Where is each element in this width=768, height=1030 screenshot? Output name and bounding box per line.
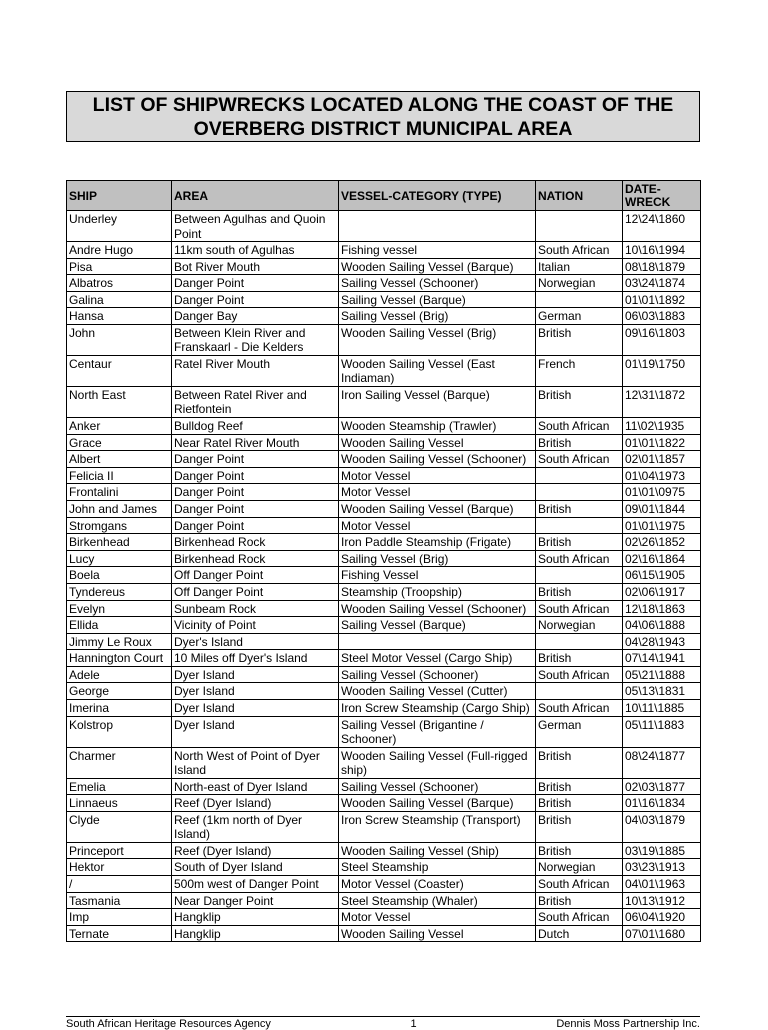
ship-cell: Frontalini (67, 484, 172, 501)
table-row (67, 683, 701, 700)
table-row (67, 583, 701, 600)
vessel-category-cell: Wooden Sailing Vessel (Ship) (339, 842, 536, 859)
nation-cell: British (536, 892, 623, 909)
vessel-category-cell: Sailing Vessel (Brigantine / Schooner) (339, 716, 536, 747)
vessel-category-cell: Sailing Vessel (Schooner) (339, 275, 536, 292)
date-wreck-cell: 09\01\1844 (623, 500, 701, 517)
ship-cell: Albert (67, 451, 172, 468)
vessel-category-cell: Sailing Vessel (Barque) (339, 291, 536, 308)
ship-cell: Galina (67, 291, 172, 308)
nation-cell: South African (536, 876, 623, 893)
nation-cell: South African (536, 666, 623, 683)
ship-cell: Hannington Court (67, 650, 172, 667)
date-wreck-cell: 01\19\1750 (623, 355, 701, 386)
area-cell: Hangklip (172, 925, 339, 942)
table-row (67, 275, 701, 292)
date-wreck-cell: 02\16\1864 (623, 550, 701, 567)
ship-cell: Imp (67, 909, 172, 926)
nation-cell: British (536, 500, 623, 517)
date-wreck-cell: 01\01\1822 (623, 434, 701, 451)
vessel-category-cell: Motor Vessel (339, 484, 536, 501)
vessel-category-cell: Wooden Sailing Vessel (Barque) (339, 258, 536, 275)
date-wreck-cell: 10\13\1912 (623, 892, 701, 909)
table-row (67, 795, 701, 812)
table-row (67, 617, 701, 634)
area-cell: Between Klein River and Franskaarl - Die Kelders (172, 324, 339, 355)
table-row (67, 747, 701, 778)
table-row (67, 842, 701, 859)
nation-cell: British (536, 434, 623, 451)
ship-cell: Adele (67, 666, 172, 683)
vessel-category-cell: Wooden Sailing Vessel (Schooner) (339, 451, 536, 468)
area-cell: Danger Bay (172, 308, 339, 325)
header-vessel-category: VESSEL-CATEGORY (TYPE) (339, 181, 536, 211)
table-row (67, 778, 701, 795)
area-cell: Reef (1km north of Dyer Island) (172, 811, 339, 842)
vessel-category-cell: Motor Vessel (Coaster) (339, 876, 536, 893)
vessel-category-cell: Iron Sailing Vessel (Barque) (339, 386, 536, 417)
nation-cell: British (536, 842, 623, 859)
ship-cell: Stromgans (67, 517, 172, 534)
area-cell: Reef (Dyer Island) (172, 795, 339, 812)
table-row (67, 258, 701, 275)
area-cell: Dyer Island (172, 700, 339, 717)
vessel-category-cell: Fishing vessel (339, 242, 536, 259)
nation-cell: Norwegian (536, 275, 623, 292)
nation-cell: British (536, 795, 623, 812)
ship-cell: Jimmy Le Roux (67, 633, 172, 650)
date-wreck-cell: 01\04\1973 (623, 467, 701, 484)
ship-cell: Emelia (67, 778, 172, 795)
nation-cell: South African (536, 600, 623, 617)
date-wreck-cell: 05\13\1831 (623, 683, 701, 700)
table-row (67, 811, 701, 842)
nation-cell (536, 633, 623, 650)
ship-cell: Imerina (67, 700, 172, 717)
ship-cell: Tyndereus (67, 583, 172, 600)
ship-cell: Linnaeus (67, 795, 172, 812)
ship-cell: Pisa (67, 258, 172, 275)
date-wreck-cell: 12\24\1860 (623, 211, 701, 242)
table-header-row (67, 181, 701, 211)
area-cell: 10 Miles off Dyer's Island (172, 650, 339, 667)
table-row (67, 308, 701, 325)
area-cell: Danger Point (172, 500, 339, 517)
date-wreck-cell: 03\19\1885 (623, 842, 701, 859)
nation-cell: Norwegian (536, 859, 623, 876)
date-wreck-cell: 01\01\1975 (623, 517, 701, 534)
vessel-category-cell: Wooden Sailing Vessel (339, 925, 536, 942)
area-cell: Off Danger Point (172, 567, 339, 584)
vessel-category-cell: Motor Vessel (339, 909, 536, 926)
vessel-category-cell: Wooden Sailing Vessel (Barque) (339, 500, 536, 517)
vessel-category-cell: Steel Steamship (Whaler) (339, 892, 536, 909)
ship-cell: Felicia II (67, 467, 172, 484)
ship-cell: Tasmania (67, 892, 172, 909)
nation-cell (536, 467, 623, 484)
footer-page-number: 1 (410, 1018, 417, 1030)
ship-cell: Grace (67, 434, 172, 451)
date-wreck-cell: 09\16\1803 (623, 324, 701, 355)
area-cell: North West of Point of Dyer Island (172, 747, 339, 778)
table-row (67, 534, 701, 551)
table-row (67, 451, 701, 468)
area-cell: North-east of Dyer Island (172, 778, 339, 795)
vessel-category-cell: Motor Vessel (339, 517, 536, 534)
date-wreck-cell: 01\01\1892 (623, 291, 701, 308)
ship-cell: / (67, 876, 172, 893)
nation-cell (536, 211, 623, 242)
ship-cell: Charmer (67, 747, 172, 778)
title-line-1: LIST OF SHIPWRECKS LOCATED ALONG THE COAST OF THE (92, 93, 674, 116)
ship-cell: Centaur (67, 355, 172, 386)
area-cell: Danger Point (172, 517, 339, 534)
ship-cell: John (67, 324, 172, 355)
vessel-category-cell: Sailing Vessel (Brig) (339, 550, 536, 567)
vessel-category-cell: Wooden Sailing Vessel (Barque) (339, 795, 536, 812)
nation-cell: South African (536, 700, 623, 717)
nation-cell: Italian (536, 258, 623, 275)
table-row (67, 291, 701, 308)
footer-author: Dennis Moss Partnership Inc. (556, 1018, 700, 1030)
date-wreck-cell: 05\11\1883 (623, 716, 701, 747)
table-row (67, 355, 701, 386)
date-wreck-cell: 02\03\1877 (623, 778, 701, 795)
header-nation: NATION (536, 181, 623, 211)
vessel-category-cell: Sailing Vessel (Barque) (339, 617, 536, 634)
header-area: AREA (172, 181, 339, 211)
page-footer (66, 1016, 700, 1030)
nation-cell: British (536, 583, 623, 600)
nation-cell: South African (536, 242, 623, 259)
area-cell: South of Dyer Island (172, 859, 339, 876)
ship-cell: Hektor (67, 859, 172, 876)
area-cell: Birkenhead Rock (172, 550, 339, 567)
vessel-category-cell: Wooden Sailing Vessel (East Indiaman) (339, 355, 536, 386)
table-row (67, 859, 701, 876)
vessel-category-cell: Wooden Sailing Vessel (Cutter) (339, 683, 536, 700)
date-wreck-cell: 03\23\1913 (623, 859, 701, 876)
area-cell: Ratel River Mouth (172, 355, 339, 386)
ship-cell: Princeport (67, 842, 172, 859)
date-wreck-cell: 01\16\1834 (623, 795, 701, 812)
area-cell: Dyer Island (172, 716, 339, 747)
date-wreck-cell: 06\15\1905 (623, 567, 701, 584)
ship-cell: Evelyn (67, 600, 172, 617)
header-date-wreck: DATE-WRECK (623, 181, 701, 211)
vessel-category-cell: Wooden Steamship (Trawler) (339, 417, 536, 434)
table-row (67, 500, 701, 517)
area-cell: 500m west of Danger Point (172, 876, 339, 893)
area-cell: Between Ratel River and Rietfontein (172, 386, 339, 417)
ship-cell: Ternate (67, 925, 172, 942)
area-cell: Hangklip (172, 909, 339, 926)
date-wreck-cell: 12\31\1872 (623, 386, 701, 417)
area-cell: Near Ratel River Mouth (172, 434, 339, 451)
area-cell: Between Agulhas and Quoin Point (172, 211, 339, 242)
area-cell: Bot River Mouth (172, 258, 339, 275)
ship-cell: Lucy (67, 550, 172, 567)
ship-cell: Andre Hugo (67, 242, 172, 259)
date-wreck-cell: 08\18\1879 (623, 258, 701, 275)
nation-cell: Dutch (536, 925, 623, 942)
ship-cell: John and James (67, 500, 172, 517)
date-wreck-cell: 10\16\1994 (623, 242, 701, 259)
vessel-category-cell: Wooden Sailing Vessel (339, 434, 536, 451)
date-wreck-cell: 04\28\1943 (623, 633, 701, 650)
nation-cell: British (536, 778, 623, 795)
area-cell: Vicinity of Point (172, 617, 339, 634)
table-row (67, 324, 701, 355)
ship-cell: Anker (67, 417, 172, 434)
area-cell: Off Danger Point (172, 583, 339, 600)
area-cell: Reef (Dyer Island) (172, 842, 339, 859)
ship-cell: Hansa (67, 308, 172, 325)
nation-cell (536, 567, 623, 584)
area-cell: Sunbeam Rock (172, 600, 339, 617)
nation-cell: South African (536, 451, 623, 468)
date-wreck-cell: 10\11\1885 (623, 700, 701, 717)
date-wreck-cell: 03\24\1874 (623, 275, 701, 292)
date-wreck-cell: 01\01\0975 (623, 484, 701, 501)
table-row (67, 386, 701, 417)
vessel-category-cell: Steel Steamship (339, 859, 536, 876)
table-row (67, 716, 701, 747)
area-cell: Danger Point (172, 451, 339, 468)
date-wreck-cell: 06\04\1920 (623, 909, 701, 926)
nation-cell: British (536, 747, 623, 778)
nation-cell: German (536, 716, 623, 747)
area-cell: Danger Point (172, 467, 339, 484)
date-wreck-cell: 04\01\1963 (623, 876, 701, 893)
ship-cell: Boela (67, 567, 172, 584)
date-wreck-cell: 02\26\1852 (623, 534, 701, 551)
nation-cell: British (536, 324, 623, 355)
footer-organisation: South African Heritage Resources Agency (66, 1018, 271, 1030)
area-cell: Dyer Island (172, 683, 339, 700)
nation-cell: British (536, 811, 623, 842)
area-cell: Dyer's Island (172, 633, 339, 650)
ship-cell: Clyde (67, 811, 172, 842)
table-row (67, 417, 701, 434)
table-body (67, 211, 701, 942)
area-cell: 11km south of Agulhas (172, 242, 339, 259)
nation-cell: British (536, 650, 623, 667)
area-cell: Near Danger Point (172, 892, 339, 909)
vessel-category-cell: Fishing Vessel (339, 567, 536, 584)
date-wreck-cell: 08\24\1877 (623, 747, 701, 778)
vessel-category-cell: Steamship (Troopship) (339, 583, 536, 600)
table-row (67, 550, 701, 567)
date-wreck-cell: 02\01\1857 (623, 451, 701, 468)
table-row (67, 211, 701, 242)
vessel-category-cell: Iron Screw Steamship (Transport) (339, 811, 536, 842)
table-row (67, 909, 701, 926)
ship-cell: North East (67, 386, 172, 417)
table-row (67, 600, 701, 617)
nation-cell (536, 484, 623, 501)
nation-cell (536, 683, 623, 700)
table-row (67, 434, 701, 451)
table-row (67, 876, 701, 893)
shipwreck-table (66, 180, 701, 942)
title-line-2: OVERBERG DISTRICT MUNICIPAL AREA (193, 117, 573, 140)
date-wreck-cell: 07\01\1680 (623, 925, 701, 942)
table-row (67, 892, 701, 909)
ship-cell: Kolstrop (67, 716, 172, 747)
date-wreck-cell: 04\03\1879 (623, 811, 701, 842)
date-wreck-cell: 06\03\1883 (623, 308, 701, 325)
vessel-category-cell: Wooden Sailing Vessel (Schooner) (339, 600, 536, 617)
nation-cell: British (536, 534, 623, 551)
vessel-category-cell: Sailing Vessel (Brig) (339, 308, 536, 325)
nation-cell: South African (536, 550, 623, 567)
table-row (67, 700, 701, 717)
ship-cell: Birkenhead (67, 534, 172, 551)
area-cell: Danger Point (172, 291, 339, 308)
nation-cell (536, 291, 623, 308)
header-ship: SHIP (67, 181, 172, 211)
area-cell: Bulldog Reef (172, 417, 339, 434)
nation-cell: South African (536, 909, 623, 926)
vessel-category-cell: Iron Screw Steamship (Cargo Ship) (339, 700, 536, 717)
vessel-category-cell: Wooden Sailing Vessel (Full-rigged ship) (339, 747, 536, 778)
vessel-category-cell (339, 633, 536, 650)
area-cell: Dyer Island (172, 666, 339, 683)
ship-cell: Underley (67, 211, 172, 242)
date-wreck-cell: 07\14\1941 (623, 650, 701, 667)
date-wreck-cell: 12\18\1863 (623, 600, 701, 617)
area-cell: Danger Point (172, 275, 339, 292)
document-title (66, 91, 700, 142)
vessel-category-cell: Sailing Vessel (Schooner) (339, 778, 536, 795)
area-cell: Danger Point (172, 484, 339, 501)
vessel-category-cell: Motor Vessel (339, 467, 536, 484)
area-cell: Birkenhead Rock (172, 534, 339, 551)
table-row (67, 467, 701, 484)
vessel-category-cell: Wooden Sailing Vessel (Brig) (339, 324, 536, 355)
table-row (67, 567, 701, 584)
nation-cell: German (536, 308, 623, 325)
table-row (67, 517, 701, 534)
date-wreck-cell: 02\06\1917 (623, 583, 701, 600)
table-row (67, 666, 701, 683)
date-wreck-cell: 05\21\1888 (623, 666, 701, 683)
table-row (67, 650, 701, 667)
vessel-category-cell: Iron Paddle Steamship (Frigate) (339, 534, 536, 551)
date-wreck-cell: 04\06\1888 (623, 617, 701, 634)
date-wreck-cell: 11\02\1935 (623, 417, 701, 434)
vessel-category-cell: Steel Motor Vessel (Cargo Ship) (339, 650, 536, 667)
nation-cell: Norwegian (536, 617, 623, 634)
vessel-category-cell (339, 211, 536, 242)
table-row (67, 633, 701, 650)
nation-cell: British (536, 386, 623, 417)
nation-cell (536, 517, 623, 534)
table-row (67, 242, 701, 259)
ship-cell: Albatros (67, 275, 172, 292)
table-row (67, 925, 701, 942)
ship-cell: Ellida (67, 617, 172, 634)
nation-cell: South African (536, 417, 623, 434)
nation-cell: French (536, 355, 623, 386)
table-row (67, 484, 701, 501)
vessel-category-cell: Sailing Vessel (Schooner) (339, 666, 536, 683)
ship-cell: George (67, 683, 172, 700)
